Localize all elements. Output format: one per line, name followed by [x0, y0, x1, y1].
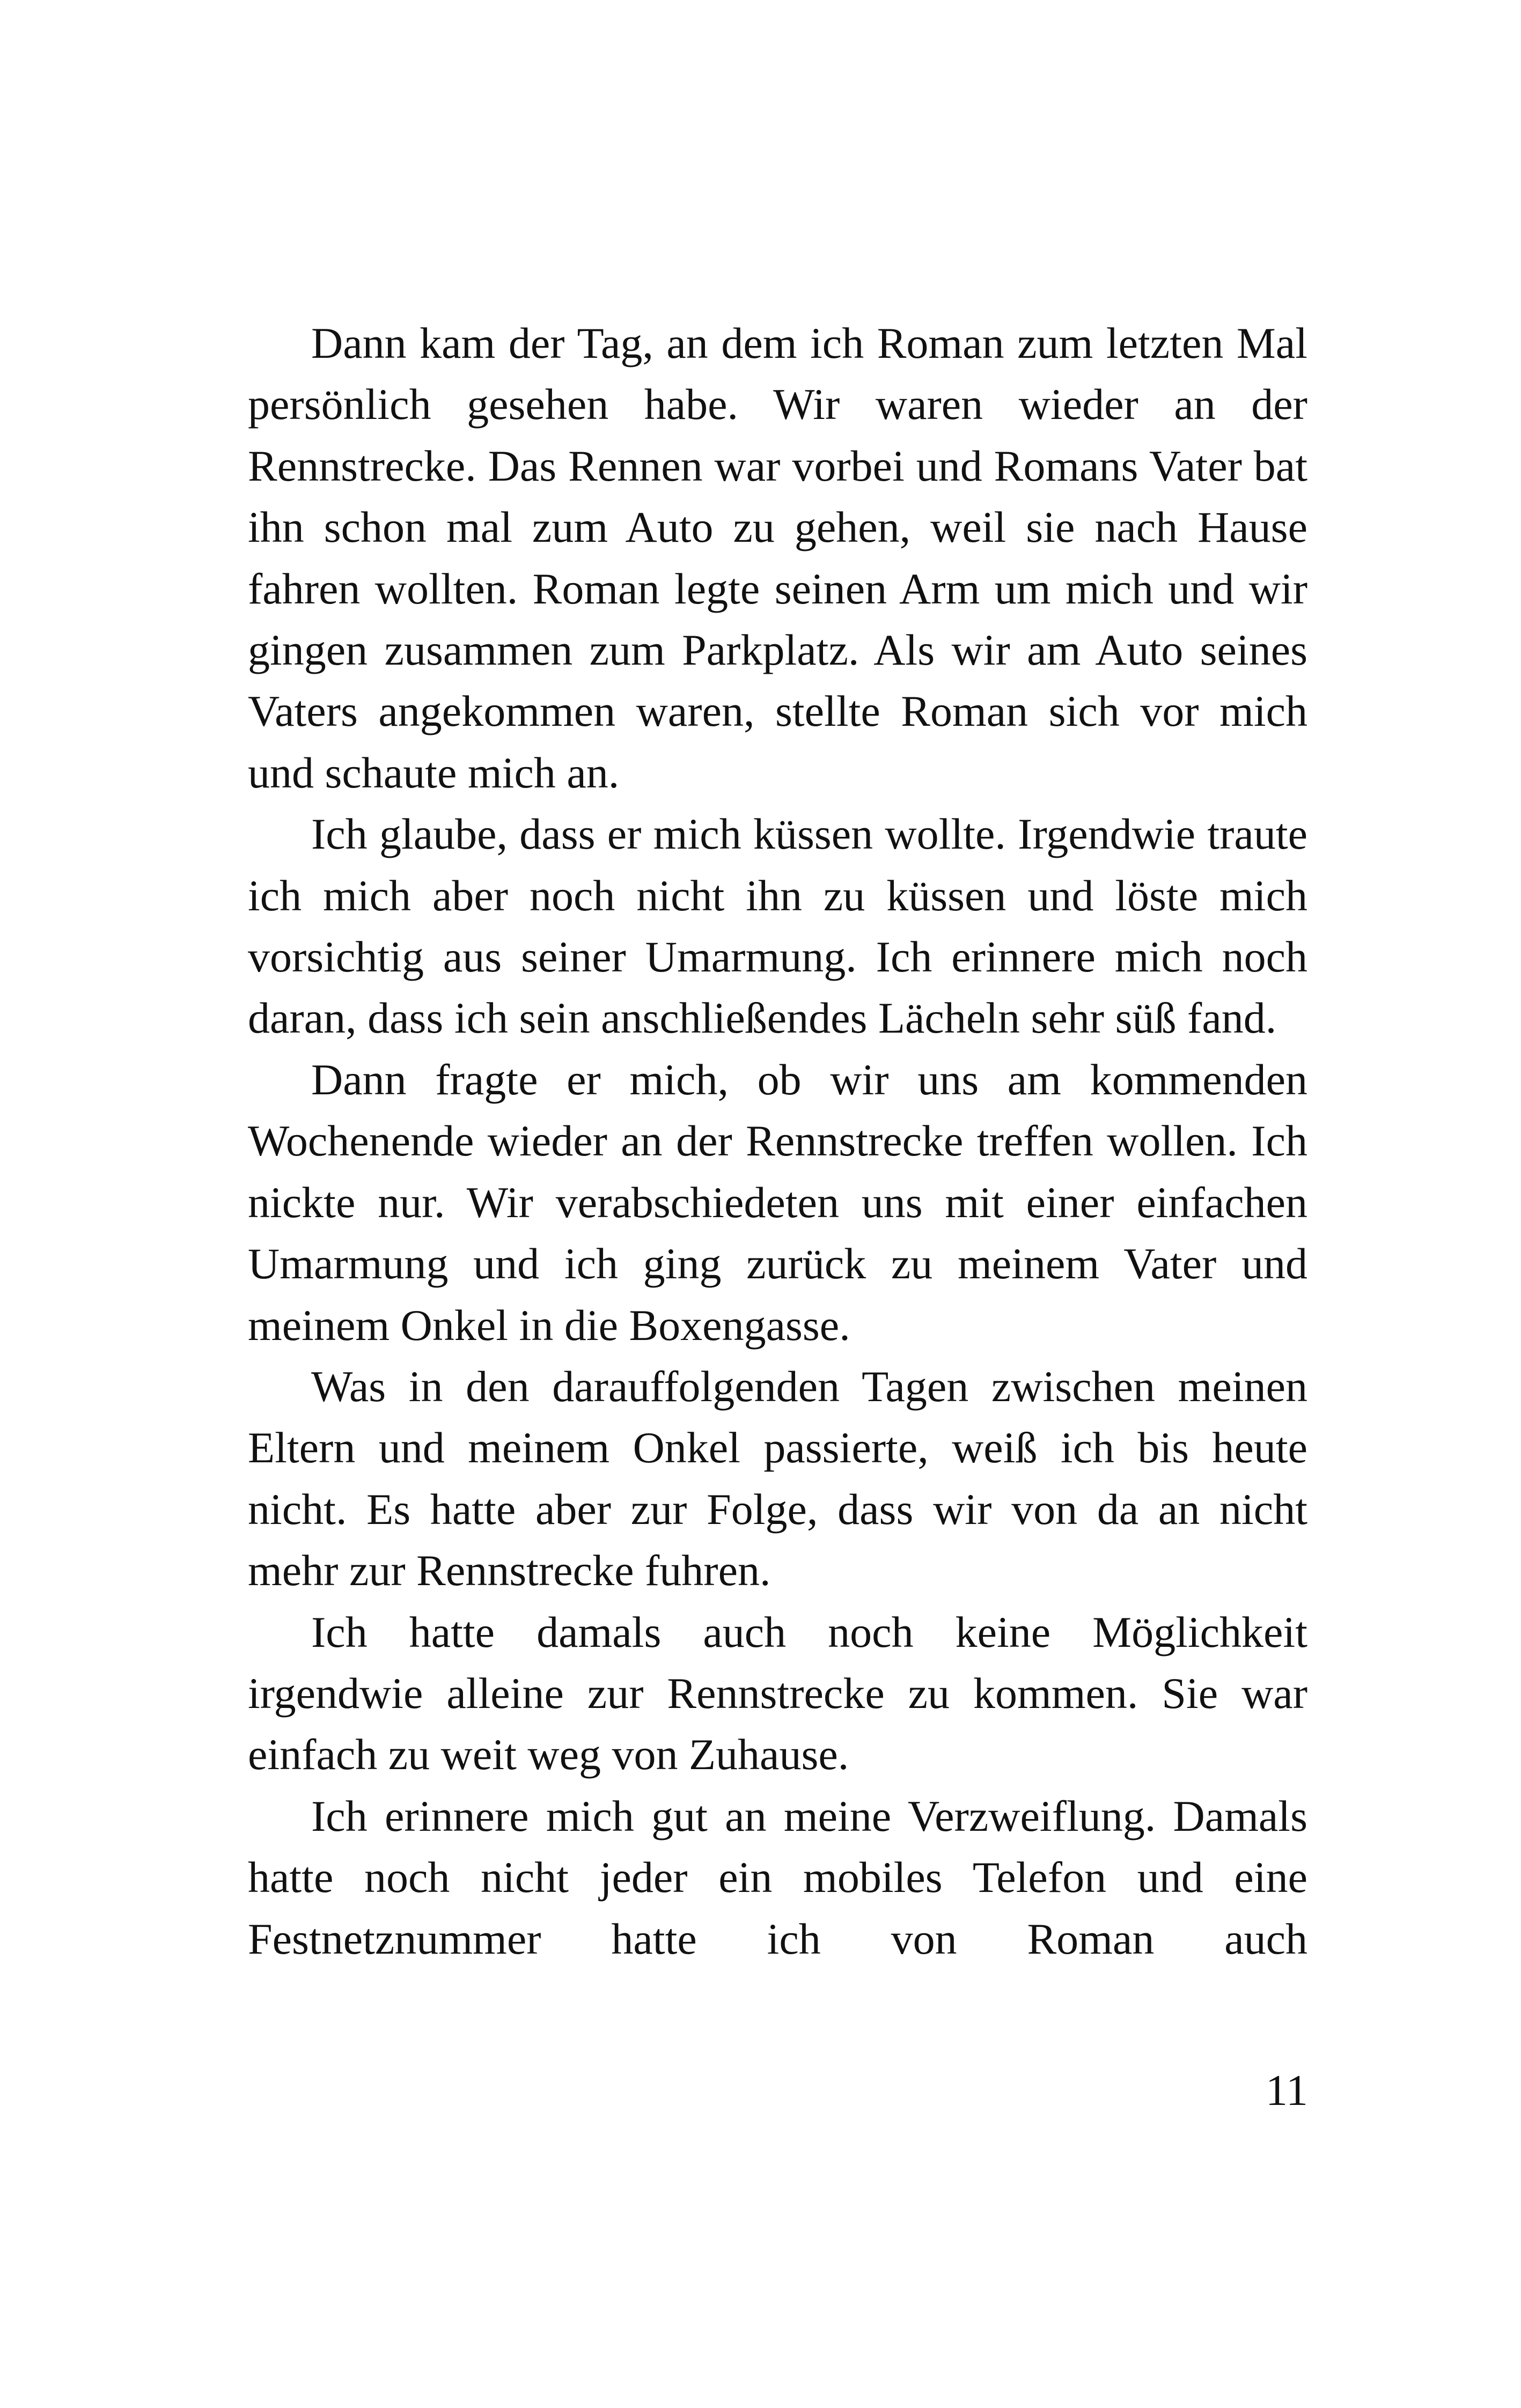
paragraph: Dann kam der Tag, an dem ich Roman zum letzten Mal persönlich gesehen habe. Wir waren wieder an der Rennstrecke. Das Rennen war vorbei und Romans Vater bat ihn schon mal zum Auto zu gehen, weil sie nach Hause fahren wollten. Roman legte seinen Arm um mich und wir gingen zusammen zum Parkplatz. Als wir am Auto seines Vaters angekommen waren, stellte Roman sich vor mich und schaute mich an. — [248, 319, 1307, 797]
paragraph: Ich glaube, dass er mich küssen wollte. Irgendwie traute ich mich aber noch nicht ihn zu küssen und löste mich vorsichtig aus seiner Umarmung. Ich erinnere mich noch daran, dass ich sein anschließendes Lächeln sehr süß fand. — [248, 809, 1307, 1043]
paragraph: Dann fragte er mich, ob wir uns am kommenden Wochenende wieder an der Rennstrecke treffen wollen. Ich nickte nur. Wir verabschiedeten uns mit einer einfachen Umarmung und ich ging zurück zu meinem Vater und meinem Onkel in die Boxengasse. — [248, 1055, 1307, 1350]
page-number: 11 — [1266, 2066, 1308, 2115]
body-text — [248, 313, 1307, 1970]
paragraph: Ich erinnere mich gut an meine Verzweiflung. Damals hatte noch nicht jeder ein mobiles Telefon und eine Festnetznummer hatte ich von Roman auch — [248, 1791, 1307, 1963]
paragraph: Was in den darauffolgenden Tagen zwischen meinen Eltern und meinem Onkel passierte, weiß ich bis heute nicht. Es hatte aber zur Folge, dass wir von da an nicht mehr zur Rennstrecke fuhren. — [248, 1361, 1307, 1595]
paragraph: Ich hatte damals auch noch keine Möglichkeit irgendwie alleine zur Rennstrecke zu kommen. Sie war einfach zu weit weg von Zuhause. — [248, 1607, 1307, 1779]
